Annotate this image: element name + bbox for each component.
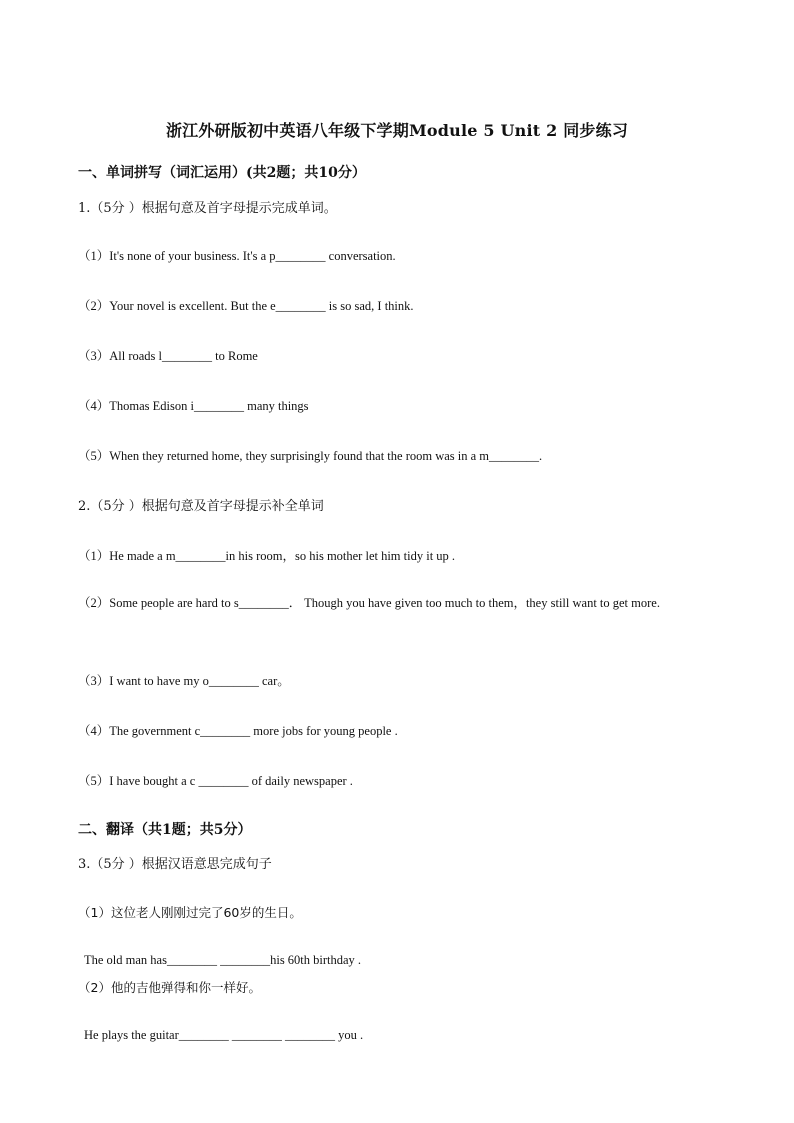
question-1-item-4: （4）Thomas Edison i________ many things [78, 399, 309, 413]
question-2-heading: 2.（5分 ）根据句意及首字母提示补全单词 [78, 499, 324, 514]
question-3-item-2: （2）他的吉他弹得和你一样好。 [78, 980, 261, 995]
question-1-item-3: （3）All roads l________ to Rome [78, 349, 258, 363]
question-1-heading: 1.（5分 ）根据句意及首字母提示完成单词。 [78, 201, 337, 216]
question-3-heading: 3.（5分 ）根据汉语意思完成句子 [78, 857, 272, 872]
question-2-item-1: （1）He made a m________in his room，so his mother let him tidy it up . [78, 549, 456, 563]
question-2-item-4: （4）The government c________ more jobs for young people . [78, 724, 398, 738]
section-heading-1: 一、单词拼写（词汇运用）(共2题；共10分） [78, 165, 366, 181]
question-1-item-5: （5）When they returned home, they surprisingly found that the room was in a m________. [78, 449, 543, 463]
question-2-item-5: （5）I have bought a c ________ of daily newspaper . [78, 774, 353, 788]
question-3-answer-2: He plays the guitar________ ________ ________ you . [84, 1028, 364, 1042]
question-2-item-2: （2）Some people are hard to s________． Though you have given too much to them，they still want to get more. [78, 596, 660, 610]
question-1-item-1: （1）It's none of your business. It's a p________ conversation. [78, 249, 396, 263]
page-title: 浙江外研版初中英语八年级下学期Module 5 Unit 2 同步练习 [165, 121, 629, 140]
question-2-item-3: （3）I want to have my o________ car。 [78, 674, 290, 688]
question-3-answer-1: The old man has________ ________his 60th birthday . [84, 953, 362, 967]
question-3-item-1: （1）这位老人刚刚过完了60岁的生日。 [78, 905, 302, 920]
section-heading-2: 二、翻译（共1题；共5分） [78, 822, 252, 838]
question-1-item-2: （2）Your novel is excellent. But the e________ is so sad, I think. [78, 299, 414, 313]
